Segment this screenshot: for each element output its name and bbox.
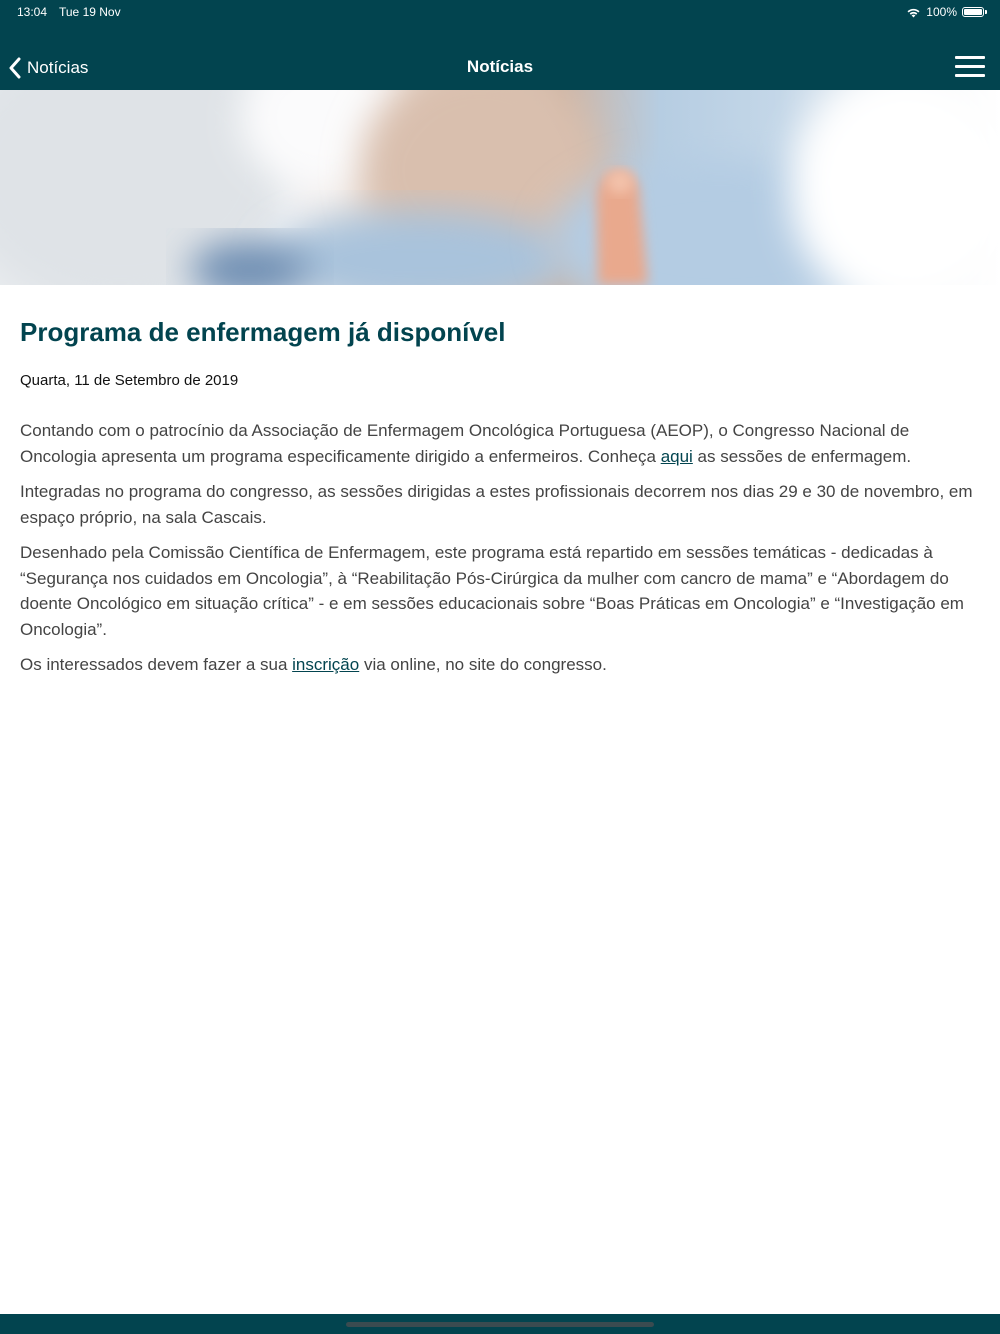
article-hero-image [0,90,1000,285]
hamburger-menu-icon[interactable] [955,56,985,78]
back-button[interactable] [8,54,88,82]
status-indicators [906,4,984,20]
article-date: Quarta, 11 de Setembro de 2019 [20,372,239,389]
battery-icon [962,7,984,17]
status-time: 13:04 [17,5,48,19]
paragraph-text: Os interessados devem fazer a sua [20,655,293,674]
paragraph-text: as sessões de enfermagem. [692,446,912,466]
paragraph-text: Contando com o patrocínio da Associação de Enfermagem Oncológica Portuguesa (AEOP), o Congresso Nacional de Oncologia apresenta um programa especificamente dirigido a enfermeiros. Conheça [20,421,910,466]
page-title: Notícias [466,57,534,76]
sessions-link[interactable]: aqui [660,446,693,466]
chevron-left-icon [8,57,27,79]
article-paragraph [20,418,980,469]
back-button-label: Notícias [27,58,89,77]
top-bar [0,0,1000,90]
article-paragraph: Integradas no programa do congresso, as sessões dirigidas a estes profissionais decorrem nos dias 29 e 30 de novembro, em espaço próprio, na sala Cascais. [20,482,973,527]
bottom-bar [0,1314,1000,1334]
wifi-icon [906,7,921,18]
article-title: Programa de enfermagem já disponível [20,317,506,347]
article-paragraph [20,652,980,678]
registration-link[interactable]: inscrição [292,655,360,674]
battery-percentage: 100% [926,5,957,19]
article-body [20,418,980,678]
status-date: Tue 19 Nov [59,5,121,19]
article-content [20,305,980,688]
article-paragraph: Desenhado pela Comissão Científica de Enfermagem, este programa está repartido em sessões temáticas - dedicadas à “Segurança nos cuidados em Oncologia”, à “Reabilitação Pós-Cirúrgica da mulher com cancro de mama” e “Abordagem do doente Oncológico em situação crítica” - e em sessões educacionais sobre “Boas Práticas em Oncologia” e “Investigação em Oncologia”. [20,543,964,639]
paragraph-text: via online, no site do congresso. [359,655,607,674]
status-bar [0,0,1000,24]
home-indicator[interactable] [346,1322,654,1327]
